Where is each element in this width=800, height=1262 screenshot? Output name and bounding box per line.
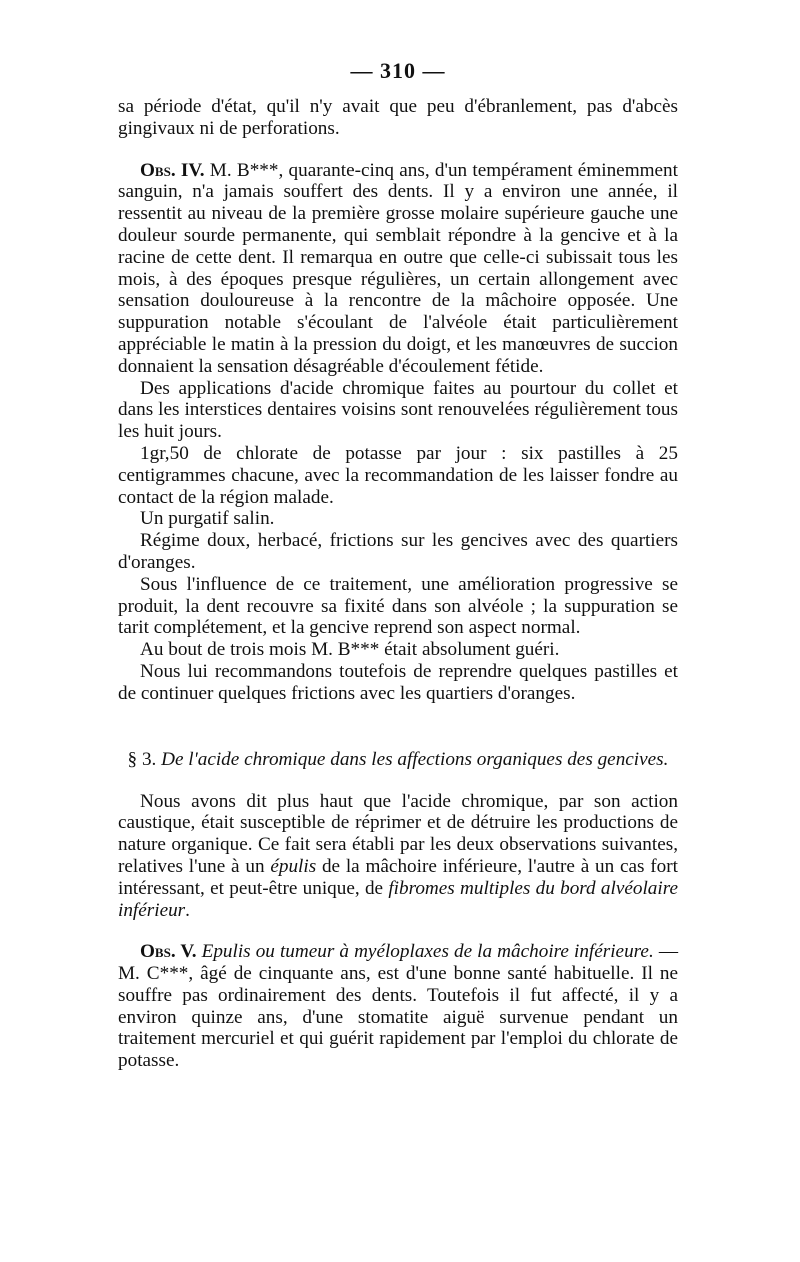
- paragraph-gueri: Au bout de trois mois M. B*** était absolument guéri.: [140, 639, 560, 661]
- observation-title: Epulis ou tumeur à myéloplaxes de la mâchoire inférieure.: [201, 941, 654, 963]
- observation-label: Obs. V.: [140, 941, 197, 963]
- paragraph-recommandation: Nous lui recommandons toutefois de reprendre quelques pastilles et de continuer quelques frictions avec les quartiers d'oranges.: [118, 660, 678, 704]
- paragraph-purgatif: Un purgatif salin.: [140, 508, 275, 530]
- spacer: [118, 140, 678, 160]
- spacer: [118, 921, 678, 941]
- paragraph-intro-section: [118, 791, 678, 922]
- section-title: De l'acide chromique dans les affections organiques des gencives.: [161, 748, 669, 770]
- italic-term: épulis: [270, 855, 317, 877]
- observation-text: M. B***, quarante-cinq ans, d'un tempérament éminemment sanguin, n'a jamais souffert des dents. Il y a environ une année, il ressentit au niveau de la première grosse molaire supérieure gauche une douleur sourde permanente, qui semblait répondre à la gencive et à la racine de cette dent. Il remarqua en outre que celle-ci subissait tous les mois, à des époques presque régulières, un certain allongement avec sensation douloureuse à la rencontre de la mâchoire opposée. Une suppuration notable s'écoulant de l'alvéole était particulièrement appréciable le matin à la pression du doigt, et les manœuvres de succion donnaient la sensation désagréable d'écoulement fétide.: [118, 159, 678, 377]
- observation-5: [118, 941, 678, 1072]
- book-page: [118, 58, 678, 1072]
- page-number: — 310 —: [350, 58, 446, 83]
- text-run: Nous avons dit plus haut que l'acide chromique, par son action caustique, était susceptible de réprimer et de détruire les productions de nature organique. Ce fait sera établi par les deux observations suivantes, relatives l'une à un: [118, 790, 678, 877]
- section-number: § 3.: [127, 748, 157, 770]
- paragraph-chlorate: 1gr,50 de chlorate de potasse par jour : six pastilles à 25 centigrammes chacune, avec la recommandation de les laisser fondre au contact de la région malade.: [118, 442, 678, 508]
- paragraph-applications: Des applications d'acide chromique faites au pourtour du collet et dans les interstices dentaires voisins sont renouvelées régulièrement tous les huit jours.: [118, 377, 678, 443]
- text-run: .: [185, 899, 190, 921]
- italic-term: fibromes multiples du bord alvéolaire inférieur: [118, 877, 678, 921]
- paragraph-continuation: sa période d'état, qu'il n'y avait que peu d'ébranlement, pas d'abcès gingivaux ni de perforations.: [118, 96, 678, 139]
- observation-label: Obs. IV.: [140, 159, 205, 181]
- paragraph-regime: Régime doux, herbacé, frictions sur les gencives avec des quartiers d'oranges.: [118, 530, 678, 573]
- text-run: de la mâchoire inférieure, l'autre à un cas fort intéressant, et peut-être unique, de: [118, 855, 678, 899]
- paragraph-influence: Sous l'influence de ce traitement, une amélioration progressive se produit, la dent recouvre sa fixité dans son alvéole ; la suppuration se tarit complétement, et la gencive reprend son aspect normal.: [118, 573, 678, 639]
- section-heading: [118, 749, 678, 771]
- observation-4: [118, 160, 678, 378]
- observation-text: — M. C***, âgé de cinquante ans, est d'une bonne santé habituelle. Il ne souffre pas ordinairement des dents. Toutefois il fut affecté, il y a environ quinze ans, d'une stomatite aiguë survenue pendant un traitement mercuriel et qui guérit rapidement par l'emploi du chlorate de potasse.: [118, 941, 679, 1072]
